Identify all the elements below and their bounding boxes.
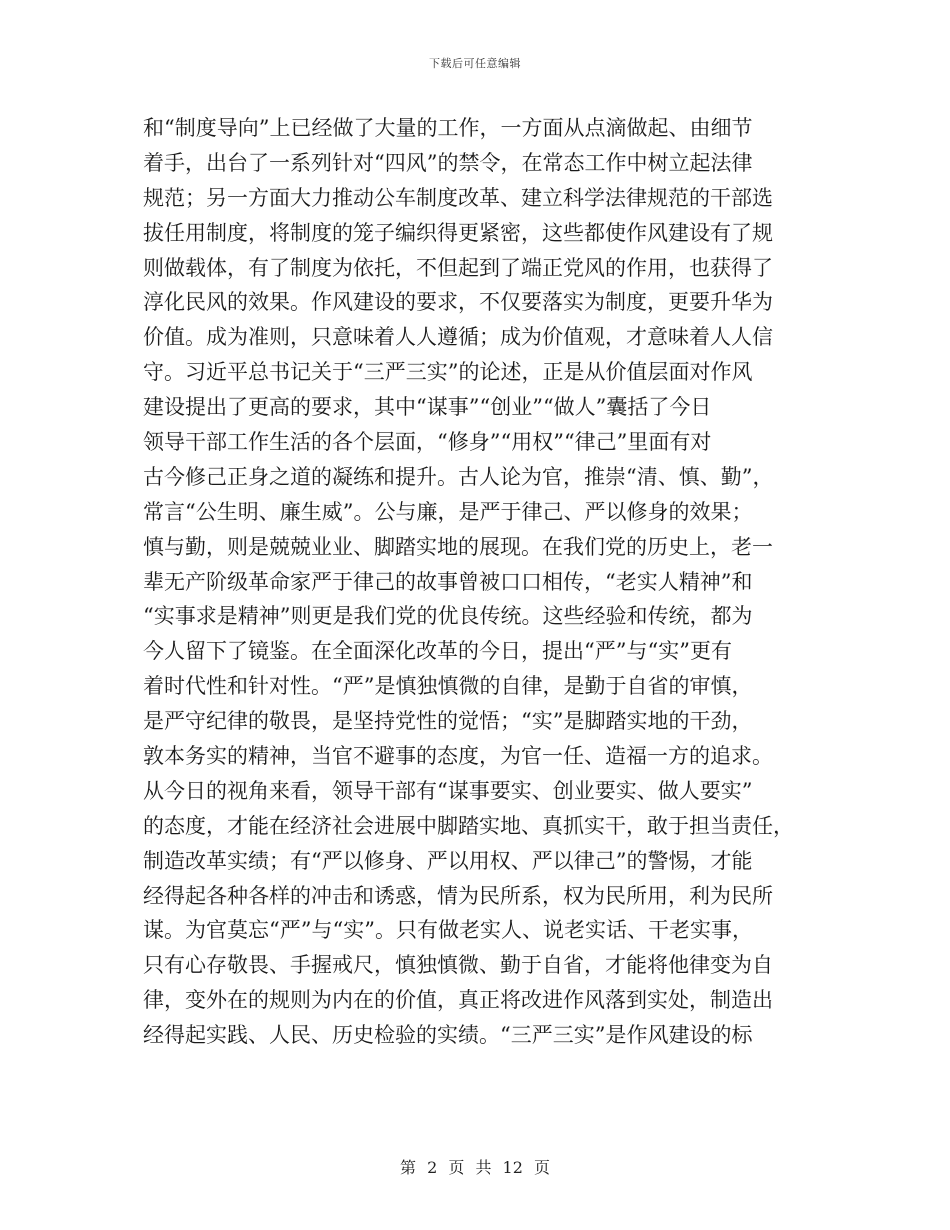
text-line: 着手，出台了一系列针对“四风”的禁令，在常态工作中树立起法律 [143, 150, 753, 175]
text-line: 领导干部工作生活的各个层面，“修身”“用权”“律己”里面有对 [143, 430, 712, 455]
text-line: 今人留下了镜鉴。在全面深化改革的今日，提出“严”与“实”更有 [143, 639, 732, 664]
text-line: 建设提出了更高的要求，其中“谋事”“创业”“做人”囊括了今日 [143, 395, 712, 420]
header-note: 下载后可任意编辑 [429, 57, 521, 70]
text-line: 淳化民风的效果。作风建设的要求，不仅要落实为制度，更要升华为 [143, 290, 773, 315]
text-line: 古今修己正身之道的凝练和提升。古人论为官，推崇“清、慎、勤”， [143, 464, 774, 489]
text-line: 经得起各种各样的冲击和诱惑，情为民所系，权为民所用，利为民所 [143, 883, 773, 908]
text-line: 和“制度导向”上已经做了大量的工作，一方面从点滴做起、由细节 [143, 116, 753, 140]
text-line: 只有心存敬畏、手握戒尺，慎独慎微、勤于自省，才能将他律变为自 [143, 953, 773, 978]
text-line: 律，变外在的规则为内在的价值，真正将改进作风落到实处，制造出 [143, 988, 773, 1013]
text-line: 慎与勤，则是兢兢业业、脚踏实地的展现。在我们党的历史上，老一 [143, 534, 773, 559]
text-line: 谋。为官莫忘“严”与“实”。只有做老实人、说老实话、干老实事， [143, 918, 753, 943]
text-line: 价值。成为准则，只意味着人人遵循；成为价值观，才意味着人人信 [143, 325, 773, 350]
text-line: 从今日的视角来看，领导干部有“谋事要实、创业要实、做人要实” [143, 778, 753, 803]
page-number: 第 2 页 共 12 页 [400, 1158, 550, 1177]
text-line: 守。习近平总书记关于“三严三实”的论述，正是从价值层面对作风 [143, 360, 753, 385]
text-line: 制造改革实绩；有“严以修身、严以用权、严以律己”的警惕，才能 [143, 848, 753, 873]
text-line: 规范；另一方面大力推动公车制度改革、建立科学法律规范的干部选 [143, 185, 773, 210]
text-line: 辈无产阶级革命家严于律己的故事曾被口口相传，“老实人精神”和 [143, 569, 753, 594]
text-line: 经得起实践、人民、历史检验的实绩。“三严三实”是作风建设的标 [143, 1023, 753, 1048]
text-line: 则做载体，有了制度为依托，不但起到了端正党风的作用，也获得了 [143, 255, 773, 280]
text-line: 常言“公生明、廉生威”。公与廉，是严于律己、严以修身的效果； [143, 499, 753, 524]
text-line: 拔任用制度，将制度的笼子编织得更紧密，这些都使作风建设有了规 [143, 220, 773, 245]
text-line: 敦本务实的精神，当官不避事的态度，为官一任、造福一方的追求。 [143, 744, 773, 769]
text-line: 着时代性和针对性。“严”是慎独慎微的自律，是勤于自省的审慎， [143, 674, 753, 699]
text-line: “实事求是精神”则更是我们党的优良传统。这些经验和传统，都为 [143, 604, 753, 629]
body-text [143, 111, 803, 1053]
text-line: 的态度，才能在经济社会进展中脚踏实地、真抓实干，敢于担当责任， [143, 813, 794, 838]
text-line: 是严守纪律的敬畏，是坚持党性的觉悟；“实”是脚踏实地的干劲， [143, 709, 753, 734]
